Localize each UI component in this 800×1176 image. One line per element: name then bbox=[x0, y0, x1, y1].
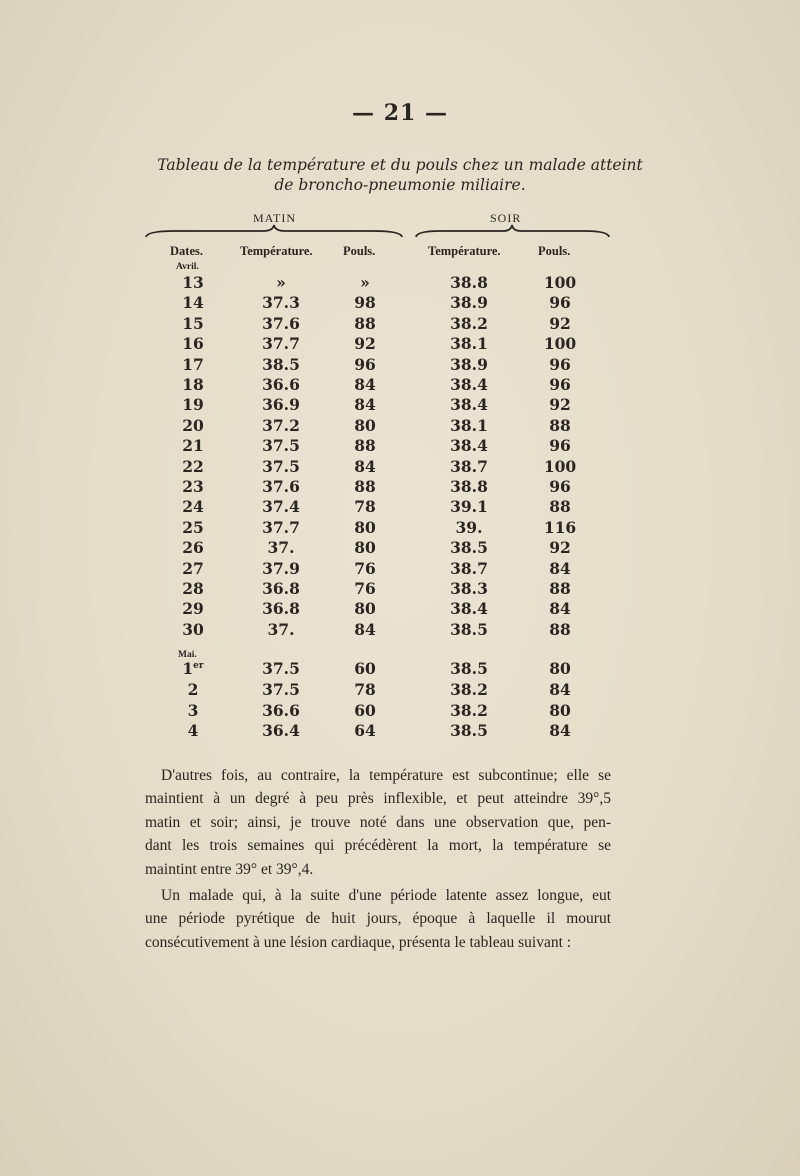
table-row bbox=[0, 273, 800, 294]
cell-morning-temperature: 38.5 bbox=[262, 354, 300, 374]
cell-morning-pulse: 88 bbox=[354, 313, 376, 333]
cell-evening-pulse: 96 bbox=[549, 477, 571, 496]
table-row bbox=[0, 497, 800, 518]
cell-evening-temperature: 39. bbox=[455, 517, 483, 537]
text-line: une période pyrétique de huit jours, époque à laquelle il mourut bbox=[145, 910, 611, 928]
cell-date: 25 bbox=[182, 517, 204, 537]
cell-morning-temperature: 37.4 bbox=[262, 497, 300, 517]
cell-morning-pulse: 60 bbox=[354, 659, 376, 678]
cell-evening-temperature: 38.4 bbox=[450, 395, 488, 415]
header-dates: Dates. bbox=[170, 244, 203, 258]
cell-morning-pulse: 60 bbox=[354, 700, 376, 720]
cell-morning-pulse: 88 bbox=[354, 436, 376, 456]
cell-evening-temperature: 38.4 bbox=[450, 436, 488, 456]
cell-date: 3 bbox=[187, 700, 199, 720]
cell-morning-temperature: 37.2 bbox=[262, 415, 300, 435]
cell-evening-pulse: 92 bbox=[549, 538, 571, 558]
text-line: dant les trois semaines qui précédèrent la mort, la température se bbox=[145, 837, 611, 855]
cell-evening-pulse: 92 bbox=[549, 395, 571, 415]
cell-date: 16 bbox=[182, 334, 204, 354]
cell-morning-temperature: 37.7 bbox=[262, 334, 300, 354]
cell-morning-temperature: » bbox=[276, 273, 286, 292]
cell-morning-pulse: 78 bbox=[354, 497, 376, 517]
cell-evening-temperature: 38.8 bbox=[450, 273, 488, 292]
cell-evening-temperature: 38.2 bbox=[450, 679, 488, 699]
cell-evening-pulse: 96 bbox=[549, 436, 571, 456]
cell-morning-temperature: 36.8 bbox=[262, 579, 300, 598]
table-row bbox=[0, 559, 800, 580]
table-row bbox=[0, 334, 800, 355]
header-morning-temperature: Température. bbox=[240, 244, 313, 258]
paragraph-subcontinuous bbox=[145, 764, 611, 881]
cell-evening-temperature: 38.9 bbox=[450, 293, 488, 313]
brace-soir bbox=[415, 223, 610, 239]
cell-evening-temperature: 38.7 bbox=[450, 558, 488, 578]
cell-date: 21 bbox=[182, 436, 204, 456]
cell-evening-pulse: 84 bbox=[549, 679, 571, 699]
header-morning-pulse: Pouls. bbox=[343, 244, 376, 258]
cell-morning-temperature: 37. bbox=[267, 538, 295, 558]
table-row bbox=[0, 599, 800, 620]
header-evening-temperature: Température. bbox=[428, 244, 501, 258]
table-row bbox=[0, 680, 800, 701]
cell-date: 23 bbox=[182, 477, 204, 496]
table-row bbox=[0, 538, 800, 559]
cell-evening-temperature: 38.5 bbox=[450, 721, 488, 741]
table-row bbox=[0, 436, 800, 457]
cell-evening-pulse: 84 bbox=[549, 558, 571, 578]
cell-evening-temperature: 38.9 bbox=[450, 354, 488, 374]
cell-evening-pulse: 100 bbox=[543, 273, 577, 292]
cell-morning-pulse: 84 bbox=[354, 375, 376, 394]
cell-morning-pulse: 78 bbox=[354, 679, 376, 699]
cell-morning-temperature: 37.6 bbox=[262, 477, 300, 496]
cell-evening-temperature: 38.5 bbox=[450, 659, 488, 678]
cell-date: 17 bbox=[182, 354, 204, 374]
table-row bbox=[0, 416, 800, 437]
month-label-april: Avril. bbox=[176, 262, 199, 272]
month-label-may: Mai. bbox=[178, 650, 197, 660]
cell-evening-pulse: 116 bbox=[543, 517, 577, 537]
cell-morning-pulse: 80 bbox=[354, 599, 376, 619]
cell-morning-pulse: 80 bbox=[354, 538, 376, 558]
cell-date: 29 bbox=[182, 599, 204, 619]
cell-evening-pulse: 88 bbox=[549, 619, 571, 639]
cell-morning-pulse: 80 bbox=[354, 517, 376, 537]
cell-evening-pulse: 96 bbox=[549, 354, 571, 374]
cell-evening-temperature: 39.1 bbox=[450, 497, 488, 517]
header-evening-pulse: Pouls. bbox=[538, 244, 571, 258]
cell-date: 15 bbox=[182, 313, 204, 333]
cell-evening-temperature: 38.7 bbox=[450, 456, 488, 476]
cell-morning-temperature: 37.5 bbox=[262, 679, 300, 699]
cell-evening-pulse: 84 bbox=[549, 721, 571, 741]
cell-morning-pulse: 88 bbox=[354, 477, 376, 496]
cell-morning-temperature: 37.5 bbox=[262, 456, 300, 476]
cell-morning-temperature: 36.4 bbox=[262, 721, 300, 741]
cell-date: 13 bbox=[182, 273, 204, 292]
group-label-soir: SOIR bbox=[490, 211, 522, 225]
cell-evening-temperature: 38.2 bbox=[450, 313, 488, 333]
cell-date: 2 bbox=[187, 679, 199, 699]
cell-date: 18 bbox=[182, 375, 204, 394]
cell-morning-pulse: 92 bbox=[354, 334, 376, 354]
cell-morning-temperature: 37.5 bbox=[262, 659, 300, 678]
cell-evening-temperature: 38.8 bbox=[450, 477, 488, 496]
table-row bbox=[0, 457, 800, 478]
text-line: maintient à un degré à peu près inflexible, et peut atteindre 39°,5 bbox=[145, 790, 611, 808]
text-line: Un malade qui, à la suite d'une période latente assez longue, eut bbox=[161, 887, 611, 904]
cell-morning-pulse: 76 bbox=[354, 579, 376, 598]
cell-date: 30 bbox=[182, 619, 204, 639]
paragraph-next-case bbox=[145, 884, 611, 954]
table-row bbox=[0, 293, 800, 314]
cell-date: 22 bbox=[182, 456, 204, 476]
cell-date: 28 bbox=[182, 579, 204, 598]
cell-morning-pulse: 64 bbox=[354, 721, 376, 741]
cell-morning-pulse: 84 bbox=[354, 456, 376, 476]
table-row bbox=[0, 314, 800, 335]
cell-evening-pulse: 88 bbox=[549, 579, 571, 598]
group-label-matin: MATIN bbox=[253, 211, 296, 225]
cell-evening-temperature: 38.4 bbox=[450, 375, 488, 394]
table-title-line-1: Tableau de la température et du pouls chez un malade atteint bbox=[157, 156, 643, 174]
text-line: D'autres fois, au contraire, la température est subcontinue; elle se bbox=[161, 767, 611, 784]
text-line: maintint entre 39° et 39°,4. bbox=[145, 860, 314, 878]
cell-morning-temperature: 37.3 bbox=[262, 293, 300, 313]
cell-morning-temperature: 36.6 bbox=[262, 375, 300, 394]
cell-morning-pulse: 80 bbox=[354, 415, 376, 435]
cell-morning-temperature: 37.6 bbox=[262, 313, 300, 333]
cell-date: 14 bbox=[182, 293, 204, 313]
cell-morning-temperature: 37.5 bbox=[262, 436, 300, 456]
cell-morning-temperature: 37.7 bbox=[262, 517, 300, 537]
table-row bbox=[0, 721, 800, 742]
cell-evening-pulse: 100 bbox=[543, 456, 577, 476]
cell-evening-temperature: 38.3 bbox=[450, 579, 488, 598]
cell-morning-pulse: 98 bbox=[354, 293, 376, 313]
cell-date: 26 bbox=[182, 538, 204, 558]
cell-evening-temperature: 38.2 bbox=[450, 700, 488, 720]
cell-evening-temperature: 38.5 bbox=[450, 619, 488, 639]
cell-date: 4 bbox=[187, 721, 199, 741]
cell-morning-pulse: 84 bbox=[354, 619, 376, 639]
cell-evening-pulse: 80 bbox=[549, 700, 571, 720]
cell-evening-pulse: 100 bbox=[543, 334, 577, 354]
cell-date: 20 bbox=[182, 415, 204, 435]
cell-date: 1er bbox=[182, 659, 204, 678]
cell-morning-temperature: 36.8 bbox=[262, 599, 300, 619]
brace-matin bbox=[145, 223, 403, 239]
cell-evening-pulse: 88 bbox=[549, 415, 571, 435]
cell-evening-pulse: 92 bbox=[549, 313, 571, 333]
cell-morning-temperature: 36.9 bbox=[262, 395, 300, 415]
table-title-line-2: de broncho-pneumonie miliaire. bbox=[274, 176, 526, 194]
cell-evening-temperature: 38.1 bbox=[450, 415, 488, 435]
cell-date: 27 bbox=[182, 558, 204, 578]
text-line: consécutivement à une lésion cardiaque, présenta le tableau suivant : bbox=[145, 933, 572, 951]
cell-morning-temperature: 36.6 bbox=[262, 700, 300, 720]
text-line: matin et soir; ainsi, je trouve noté dans une observation que, pen- bbox=[145, 813, 611, 831]
table-row bbox=[0, 355, 800, 376]
cell-evening-temperature: 38.4 bbox=[450, 599, 488, 619]
cell-evening-pulse: 96 bbox=[549, 293, 571, 313]
cell-evening-pulse: 84 bbox=[549, 599, 571, 619]
cell-evening-temperature: 38.1 bbox=[450, 334, 488, 354]
table-row bbox=[0, 659, 800, 680]
cell-evening-pulse: 88 bbox=[549, 497, 571, 517]
cell-morning-temperature: 37. bbox=[267, 619, 295, 639]
cell-evening-pulse: 80 bbox=[549, 659, 571, 678]
cell-morning-temperature: 37.9 bbox=[262, 558, 300, 578]
cell-evening-temperature: 38.5 bbox=[450, 538, 488, 558]
table-row bbox=[0, 620, 800, 641]
table-row bbox=[0, 395, 800, 416]
cell-morning-pulse: 84 bbox=[354, 395, 376, 415]
cell-morning-pulse: 96 bbox=[354, 354, 376, 374]
table-row bbox=[0, 579, 800, 600]
table-row bbox=[0, 518, 800, 539]
table-row bbox=[0, 375, 800, 396]
page-number: — 21 — bbox=[352, 100, 448, 126]
cell-evening-pulse: 96 bbox=[549, 375, 571, 394]
cell-morning-pulse: 76 bbox=[354, 558, 376, 578]
cell-date: 24 bbox=[182, 497, 204, 517]
cell-date: 19 bbox=[182, 395, 204, 415]
cell-morning-pulse: » bbox=[360, 273, 370, 292]
table-row bbox=[0, 701, 800, 722]
table-row bbox=[0, 477, 800, 498]
